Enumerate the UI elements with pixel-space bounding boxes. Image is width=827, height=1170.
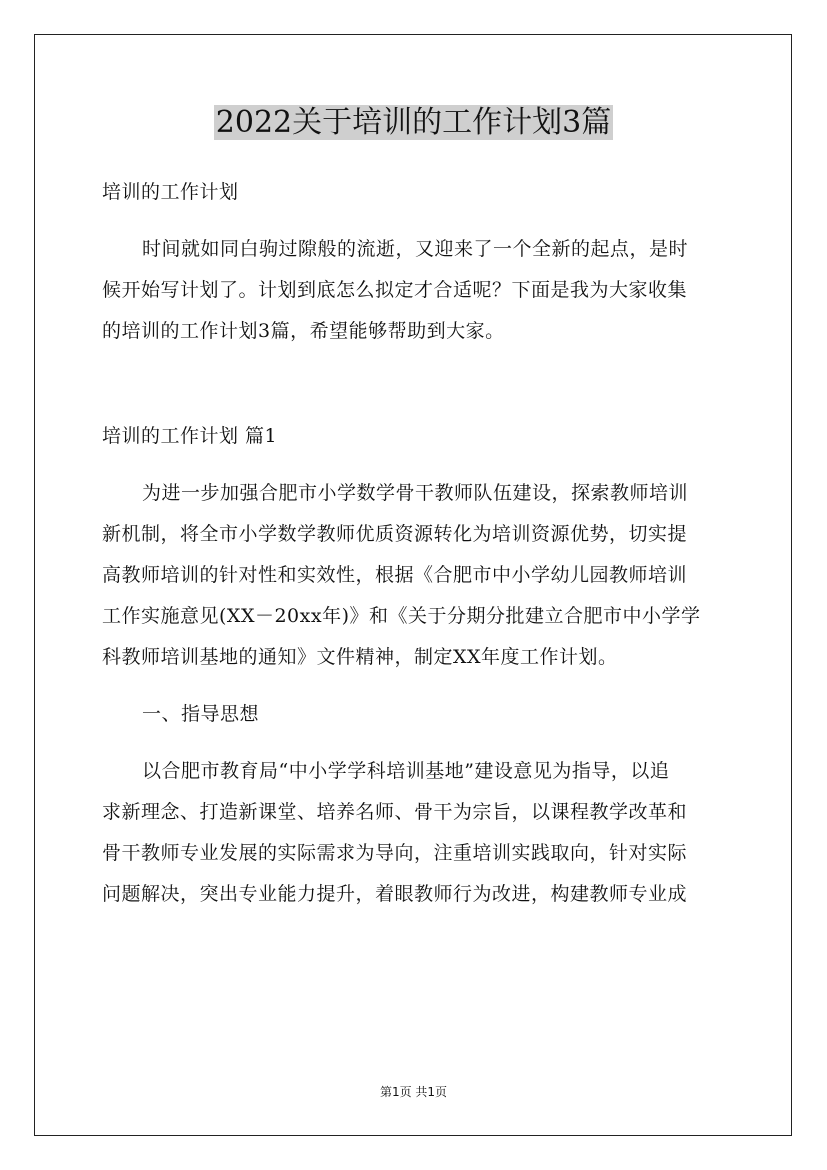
intro-line: 的培训的工作计划3篇，希望能够帮助到大家。	[102, 320, 505, 342]
intro-line: 时间就如同白驹过隙般的流逝，又迎来了一个全新的起点，是时	[142, 238, 689, 260]
section1-line: 科教师培训基地的通知》文件精神，制定XX年度工作计划。	[102, 646, 618, 668]
guiding-line: 骨干教师专业发展的实际需求为导向，注重培训实践取向，针对实际	[102, 842, 688, 864]
intro-heading: 培训的工作计划	[102, 181, 239, 203]
section1-paragraph	[102, 473, 726, 678]
guiding-line: 问题解决，突出专业能力提升，着眼教师行为改进，构建教师专业成	[102, 883, 688, 905]
document-title	[0, 101, 827, 145]
document-title-text: 2022关于培训的工作计划3篇	[215, 105, 612, 140]
section1-line: 新机制，将全市小学数学教师优质资源转化为培训资源优势，切实提	[102, 523, 688, 545]
section-heading: 培训的工作计划 篇1	[102, 425, 278, 447]
section1-line: 工作实施意见(XX－20xx年)》和《关于分期分批建立合肥市中小学学	[102, 605, 701, 627]
section1-line: 高教师培训的针对性和实效性，根据《合肥市中小学幼儿园教师培训	[102, 564, 688, 586]
intro-line: 候开始写计划了。计划到底怎么拟定才合适呢？下面是我为大家收集	[102, 279, 688, 301]
guiding-line: 以合肥市教育局“中小学学科培训基地”建设意见为指导，以追	[142, 760, 670, 782]
document-body	[102, 172, 726, 915]
guiding-paragraph	[102, 751, 726, 915]
page-footer: 第1页 共1页	[379, 1085, 448, 1099]
subheading-guiding-thought: 一、指导思想	[142, 703, 260, 725]
section1-line: 为进一步加强合肥市小学数学骨干教师队伍建设，探索教师培训	[142, 482, 689, 504]
intro-paragraph	[102, 229, 726, 352]
guiding-line: 求新理念、打造新课堂、培养名师、骨干为宗旨，以课程教学改革和	[102, 801, 688, 823]
